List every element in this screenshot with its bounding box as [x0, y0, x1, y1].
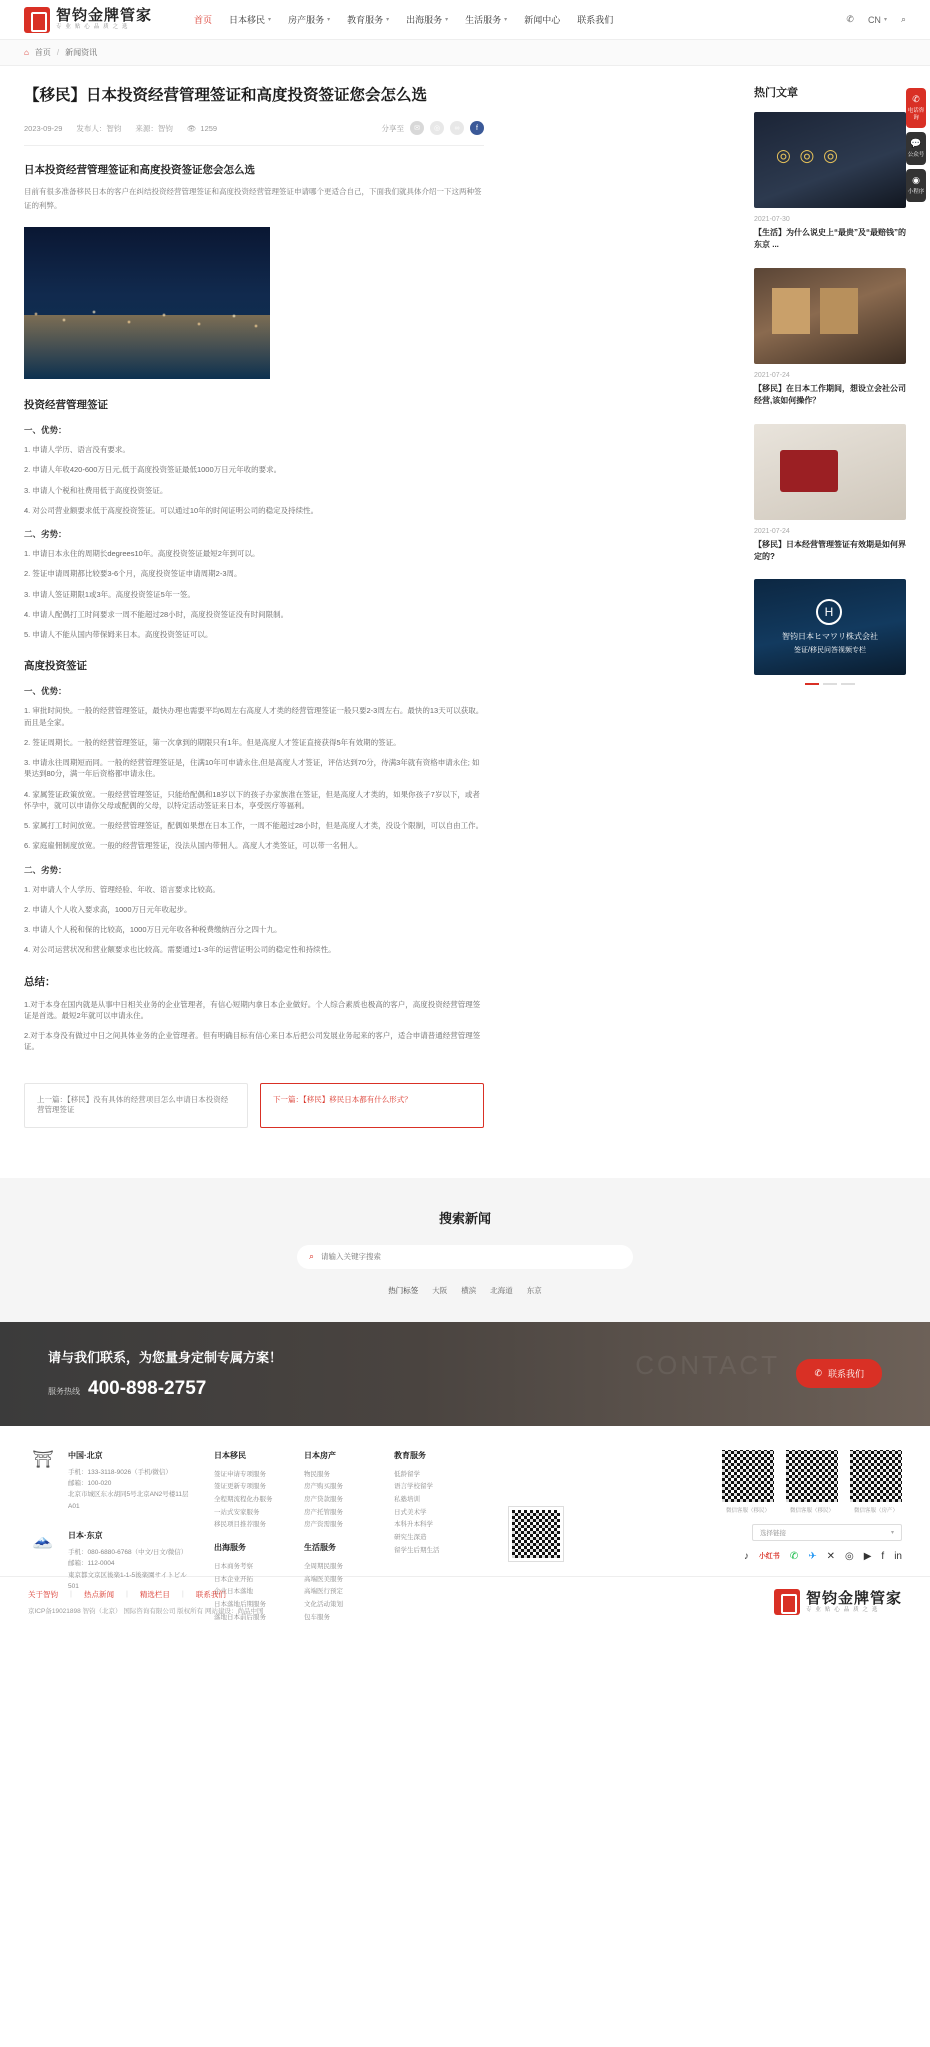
- phone-icon[interactable]: ✆: [846, 14, 854, 24]
- qr-icon: [786, 1450, 838, 1502]
- logo-icon: [774, 1589, 800, 1615]
- hotline: [48, 1378, 282, 1400]
- brand-circle-icon: H: [816, 599, 842, 625]
- footer-link[interactable]: 本科升本科学: [394, 1521, 433, 1529]
- breadcrumb-current: 新闻资讯: [65, 48, 98, 57]
- chevron-down-icon: ▾: [445, 17, 449, 23]
- footer-link[interactable]: 房产资需服务: [304, 1521, 343, 1529]
- article-column: [24, 84, 484, 1154]
- wechat-icon[interactable]: ✉: [410, 121, 424, 135]
- footer-link[interactable]: 移民项目推荐服务: [214, 1521, 266, 1529]
- article-thumbnail: [754, 112, 906, 208]
- floating-rail: [906, 88, 926, 202]
- footer-column-title: 教育服务: [394, 1450, 426, 1460]
- list-item: 6. 家庭雇佣制度放宽。一般的经营管理签证，没法从国内带佣人。高度人才类签证，可以带一名佣人。: [24, 841, 363, 851]
- list-item: 1. 审批时间快。一般的经营管理签证，最快办理也需要平均6周左右高度人才类的经营管理签证一般只要2-3周左右。最快的13天可以获取。而且是全家。: [24, 706, 484, 727]
- promo-banner[interactable]: [754, 579, 906, 685]
- contact-headline: 请与我们联系，为您量身定制专属方案！: [48, 1350, 283, 1365]
- address-line: 東京都文京区後楽1-1-5後楽園サイトビル501: [68, 1571, 187, 1591]
- instagram-icon[interactable]: ◎: [844, 1550, 854, 1562]
- article-author: 发布人：智钧: [76, 123, 122, 133]
- nav-item-immigration[interactable]: [229, 13, 271, 26]
- hotline-number: 400-898-2757: [88, 1378, 207, 1399]
- nav-label: 房产服务: [288, 15, 325, 25]
- facebook-icon[interactable]: f: [470, 121, 484, 135]
- chevron-down-icon: ▾: [883, 17, 887, 23]
- copyright: 京ICP备19021898 智钧（北京） 国际咨询有限公司 版权所有 网站建设：尚品中国: [28, 1608, 264, 1616]
- footer-link[interactable]: 日式美术学: [394, 1508, 427, 1516]
- nav-item-home[interactable]: [194, 13, 212, 26]
- phone-icon: ✆: [912, 94, 920, 104]
- next-label: 下一篇：: [273, 1094, 303, 1104]
- article-pagination: [24, 1083, 484, 1128]
- footer-link[interactable]: 低龄留学: [394, 1470, 420, 1478]
- language-label: CN: [867, 14, 881, 25]
- article-views: 👁 1259: [186, 123, 218, 133]
- list-item: 2. 申请人年收420-600万日元,低于高度投资签证最低1000万日元年收的要求。: [24, 465, 282, 475]
- next-text: 【移民】移民日本都有什么形式？: [303, 1094, 412, 1104]
- search-icon[interactable]: ⌕: [900, 14, 906, 24]
- contact-button[interactable]: [796, 1359, 882, 1388]
- address-block-japan: [28, 1530, 196, 1593]
- qr-caption: 微信客服（移民）: [725, 1507, 770, 1514]
- footer-column-title: 生活服务: [304, 1542, 336, 1552]
- footer-column-property: [304, 1450, 376, 1625]
- rail-label: 小程序: [907, 189, 925, 196]
- article-date: 2023-09-29: [24, 123, 63, 133]
- carousel-dot[interactable]: [841, 683, 855, 685]
- tag-tokyo[interactable]: 东京: [526, 1285, 542, 1295]
- footer-link[interactable]: 私塾培训: [394, 1495, 420, 1503]
- divider: |: [70, 1589, 72, 1599]
- nav-item-education[interactable]: [347, 13, 389, 26]
- rail-miniprogram-button[interactable]: [906, 169, 926, 202]
- footer-link[interactable]: 全程期流程化办服务: [214, 1495, 273, 1503]
- section-group-label: 二、劣势：: [24, 529, 67, 539]
- nav-item-news[interactable]: [524, 13, 560, 26]
- bottom-link-contact[interactable]: 联系我们: [195, 1590, 226, 1600]
- promo-thumbnail: [754, 579, 906, 675]
- footer-link[interactable]: 日本企业开拓: [214, 1575, 253, 1583]
- footer-link[interactable]: 房产托管服务: [304, 1508, 343, 1516]
- list-item: 1. 对申请人个人学历、管理经验、年收、语言要求比较高。: [24, 884, 220, 894]
- hot-articles-sidebar: [754, 84, 906, 1154]
- tiktok-icon[interactable]: ♪: [743, 1550, 749, 1562]
- chevron-down-icon: ▾: [327, 17, 331, 23]
- footer-logo-tagline: 专 业 贴 心 品 质 之 选: [805, 1606, 879, 1613]
- article-title: 【生活】为什么说史上“最贵”及“最赔钱”的东京 ...: [754, 228, 906, 250]
- bottom-link-columns[interactable]: 精选栏目: [139, 1590, 170, 1600]
- site-logo[interactable]: [24, 7, 152, 33]
- chevron-down-icon: ▾: [386, 17, 390, 23]
- hot-article-card[interactable]: [754, 268, 906, 408]
- address-line: 邮箱：100-020: [68, 1479, 112, 1487]
- chevron-down-icon: ▾: [268, 17, 272, 23]
- chevron-down-icon: ▾: [504, 17, 508, 23]
- article-hero-image: [24, 227, 270, 379]
- list-item: 3. 申请永往周期短而同。一般的经营管理签证是，住满10年可申请永住,但是高度人才签证，评估达到70分，待满3年就有资格申请永住; 如果达到80分，满一年后资格都申请永住。: [24, 758, 480, 779]
- qr-icon: [512, 1510, 560, 1558]
- qr-caption: 微信客服（房产）: [853, 1507, 898, 1514]
- facebook-icon[interactable]: f: [881, 1550, 885, 1562]
- search-icon: ⌕: [309, 1251, 315, 1261]
- language-switcher[interactable]: [868, 15, 887, 25]
- footer-link[interactable]: 签证申请专项服务: [214, 1470, 266, 1478]
- main-nav: [194, 13, 613, 26]
- address-name: 中国·北京: [68, 1450, 103, 1460]
- section-heading: 高度投资签证: [24, 660, 87, 673]
- nav-label: 新闻中心: [524, 15, 561, 25]
- footer-column-title: 日本移民: [214, 1450, 246, 1460]
- footer-link[interactable]: 一站式安家服务: [214, 1508, 260, 1516]
- bottom-links: [28, 1589, 263, 1600]
- list-item: 5. 申请人不能从国内带保姆来日本。高度投资签证可以。: [24, 630, 213, 639]
- contact-banner: [0, 1322, 930, 1426]
- share-group: [382, 121, 485, 135]
- temple-icon: ⛩: [32, 1449, 54, 1469]
- home-icon: ⌂: [24, 48, 29, 57]
- footer-link[interactable]: 落地日本前后服务: [214, 1613, 266, 1621]
- floating-qr-popup[interactable]: [508, 1506, 564, 1562]
- breadcrumb-home[interactable]: 首页: [34, 48, 51, 57]
- list-item: 2. 签证周期长。一般的经营管理签证，第一次拿到的期限只有1年。但是高度人才签证直接获得5年有效期的签证。: [24, 737, 401, 747]
- article-subtitle: 日本投资经营管理签证和高度投资签证您会怎么选: [24, 164, 255, 177]
- qr-code-item: [722, 1450, 774, 1514]
- qr-icon: [722, 1450, 774, 1502]
- youtube-icon[interactable]: ▶: [863, 1550, 872, 1562]
- weibo-icon[interactable]: ◎: [430, 121, 444, 135]
- tag-yokohama[interactable]: 横滨: [461, 1285, 477, 1295]
- prev-text: 【移民】没有具体的经营项目怎么申请日本投资经营管理签证: [37, 1094, 229, 1114]
- article-title: 【移民】日本经营管理签证有效期是如何界定的?: [754, 539, 906, 561]
- wechat-icon[interactable]: ✆: [789, 1550, 799, 1562]
- article-date: 2021-07-30: [754, 216, 790, 223]
- footer-link[interactable]: 高端医行预定: [304, 1588, 343, 1596]
- nav-item-overseas[interactable]: [406, 13, 448, 26]
- article-title: 【移民】在日本工作期间，想设立会社公司经营,该如何操作？: [754, 383, 906, 406]
- footer-column-title: 出海服务: [214, 1542, 246, 1552]
- rail-official-account-button[interactable]: [906, 132, 926, 165]
- carousel-dots[interactable]: [754, 683, 906, 685]
- section-list: [24, 548, 484, 640]
- section-list: [24, 705, 484, 851]
- list-item: 3. 申请人个税和社费用低于高度投资签证。: [24, 485, 168, 495]
- section-group-label: 一、优势：: [24, 425, 67, 435]
- prev-label: 上一篇：: [37, 1094, 67, 1104]
- article-date: 2021-07-24: [754, 527, 790, 535]
- article-date: 2021-07-24: [754, 371, 790, 379]
- select-value: 选择链接: [760, 1529, 786, 1537]
- footer-logo-name: 智钧金牌管家: [805, 1589, 902, 1607]
- nav-label: 日本移民: [229, 15, 266, 25]
- views-count: 1259: [200, 123, 218, 133]
- nav-label: 首页: [194, 15, 213, 25]
- prev-article-link[interactable]: [24, 1083, 248, 1128]
- footer-link[interactable]: 高端医美服务: [304, 1575, 343, 1583]
- section-list: [24, 999, 484, 1053]
- search-input[interactable]: [321, 1252, 621, 1261]
- article-source: 来源：智钧: [135, 123, 173, 133]
- site-header: [0, 0, 930, 40]
- footer-logo: [774, 1589, 902, 1615]
- search-title: 搜索新闻: [438, 1210, 491, 1226]
- section-heading: 总结：: [24, 975, 56, 988]
- nav-label: 联系我们: [577, 15, 614, 25]
- breadcrumb-separator: /: [56, 48, 60, 57]
- section-heading: 投资经营管理签证: [24, 399, 108, 411]
- address-line: 北京市城区东水胡同5号北京AN2号楼11层A01: [68, 1491, 189, 1510]
- header-utilities: [846, 14, 906, 25]
- qr-code-item: [850, 1450, 902, 1514]
- linkedin-icon[interactable]: in: [894, 1550, 902, 1562]
- page-title: 【移民】日本投资经营管理签证和高度投资签证您会怎么选: [24, 87, 428, 104]
- footer-link[interactable]: 日本商务考察: [214, 1562, 253, 1570]
- next-article-link[interactable]: [260, 1083, 484, 1128]
- bottom-link-about[interactable]: 关于智钧: [28, 1590, 58, 1600]
- footer-link[interactable]: 房产贷款服务: [304, 1495, 343, 1503]
- footer-link[interactable]: 语言学校留学: [394, 1483, 433, 1491]
- breadcrumb: [0, 40, 930, 66]
- qr-icon: ◉: [912, 175, 920, 186]
- nav-item-life[interactable]: [465, 13, 507, 26]
- qr-code-item: [786, 1450, 838, 1514]
- fuji-icon: 🗻: [32, 1530, 54, 1549]
- rail-label: 公众号: [907, 152, 925, 159]
- x-icon[interactable]: ✕: [826, 1550, 835, 1562]
- article-meta: [24, 121, 484, 146]
- footer-link[interactable]: 房产购买服务: [304, 1483, 343, 1491]
- nav-item-contact[interactable]: [577, 13, 613, 26]
- article-thumbnail: [754, 268, 906, 364]
- footer-link[interactable]: 研究生深造: [394, 1533, 427, 1541]
- content-wrapper: [0, 66, 930, 1154]
- nav-item-property[interactable]: [288, 13, 330, 26]
- tag-osaka[interactable]: 大阪: [432, 1285, 448, 1295]
- address-line: 邮箱：112-0004: [68, 1560, 115, 1568]
- list-item: 5. 家属打工时间放宽。一般经营管理签证，配偶如果想在日本工作，一周不能超过28小时，但是高度人才类，没设个限制，可以自由工作。: [24, 821, 484, 830]
- friend-link-select[interactable]: [752, 1524, 902, 1541]
- sidebar-title: 热门文章: [754, 87, 798, 99]
- footer-link[interactable]: 文化活动策划: [304, 1600, 343, 1608]
- logo-tagline: 专 业 贴 心 品 质 之 选: [56, 24, 129, 31]
- list-item: 3. 申请人个人税和保的比较高，1000万日元年收各种税费缴纳百分之四十九。: [24, 925, 282, 934]
- list-item: 4. 对公司营业额要求低于高度投资签证。可以通过10年的时间证明公司的稳定及持续性。: [24, 505, 319, 515]
- section-list: [24, 444, 484, 516]
- hot-article-card[interactable]: [754, 424, 906, 564]
- article-lead: 目前有很多准备移民日本的客户在纠结投资经营管理签证和高度投资经营管理签证申请哪个更适合自己，下面我们就具体介绍一下这两种签证的利弊。: [24, 187, 482, 211]
- promo-line-1: 智钧日本ヒマワリ株式会社: [782, 632, 878, 642]
- list-item: 1. 申请日本永住的周期长degrees10年。高度投资签证最短2年到可以。: [24, 549, 260, 558]
- nav-label: 生活服务: [465, 15, 502, 25]
- footer-link[interactable]: 物民服务: [304, 1470, 330, 1478]
- address-line: 手机：080-6880-6768（中文/日文/微信）: [68, 1549, 188, 1556]
- article-thumbnail: [754, 424, 906, 520]
- hot-article-card[interactable]: [754, 112, 906, 252]
- logo-name: 智钧金牌管家: [56, 7, 153, 25]
- share-label: 分享至: [381, 123, 404, 133]
- hot-tags: [0, 1285, 930, 1296]
- footer-link[interactable]: 企业日本落地: [214, 1588, 253, 1596]
- hotline-label: 服务热线: [48, 1387, 80, 1396]
- divider: |: [181, 1589, 184, 1599]
- address-line: 手机：133-3118-9026（手机/微信）: [68, 1468, 172, 1476]
- logo-icon: [24, 7, 50, 33]
- news-search-section: [0, 1178, 930, 1322]
- rail-label: 电话咨询: [907, 108, 925, 122]
- list-item: 1.对于本身在国内就是从事中日相关业务的企业管理者，有信心短期内拿日本企业做好。个人综合素质也极高的客户，高度投资经营管理签证是首选。最短2年就可以申请永住。: [24, 999, 481, 1020]
- address-block-china: [28, 1450, 196, 1513]
- list-item: 2. 签证申请周期都比较要3-6个月，高度投资签证申请周期2-3周。: [24, 569, 242, 579]
- divider: |: [125, 1589, 128, 1599]
- list-item: 4. 家属签证政策放宽。一般经营管理签证，只能给配偶和18岁以下的孩子办家族准在签证，但是高度人才类的，如果你孩子7岁以下，或者怀孕中，就可以申请你父母或配偶的父母，以特定活动签证来日本，享受医疗等福利。: [24, 789, 480, 810]
- carousel-dot[interactable]: [805, 683, 819, 685]
- qr-caption: 微信客服（移民）: [789, 1507, 834, 1514]
- list-item: 3. 申请人签证期限1或3年。高度投资签证5年一签。: [24, 589, 195, 599]
- rail-phone-button[interactable]: [906, 88, 926, 128]
- hot-tags-label: 热门标签: [388, 1285, 419, 1295]
- carousel-dot[interactable]: [823, 683, 837, 685]
- footer-link[interactable]: 签证更新专项服务: [214, 1483, 266, 1491]
- list-item: 2. 申请人个人收入要求高，1000万日元年收起步。: [24, 904, 192, 914]
- promo-line-2: 签证/移民问答视频专栏: [794, 647, 866, 655]
- qr-icon: [850, 1450, 902, 1502]
- tag-hokkaido[interactable]: 北海道: [490, 1285, 513, 1295]
- footer-link[interactable]: 包车服务: [304, 1613, 330, 1621]
- link-icon[interactable]: ∞: [450, 121, 464, 135]
- footer-column-title: 日本房产: [304, 1450, 336, 1460]
- nav-label: 出海服务: [406, 15, 443, 25]
- section-list: [24, 884, 484, 956]
- footer-link[interactable]: 留学生后期生活: [394, 1546, 440, 1554]
- social-icons: [722, 1551, 902, 1562]
- footer-column-education: [394, 1450, 466, 1625]
- list-item: 4. 申请人配偶打工时间要求一周不能超过28小时，高度投资签证没有时间限制。: [24, 609, 289, 619]
- chat-icon: 💬: [910, 138, 922, 148]
- address-name: 日本·东京: [68, 1531, 103, 1540]
- list-item: 2.对于本身没有做过中日之间具体业务的企业管理者。但有明确目标有信心来日本后把公司发展业务起来的客户，适合申请普通经营管理签证。: [24, 1031, 481, 1052]
- contact-button-label: 联系我们: [827, 1369, 864, 1379]
- nav-label: 教育服务: [347, 15, 384, 25]
- chevron-down-icon: ▾: [890, 1529, 894, 1536]
- xiaohongshu-label[interactable]: 小红书: [758, 1553, 780, 1560]
- footer-link[interactable]: 全周期民服务: [304, 1562, 343, 1570]
- phone-icon: ✆: [814, 1368, 822, 1378]
- bottom-link-news[interactable]: 热点新闻: [83, 1590, 114, 1600]
- section-group-label: 二、劣势：: [24, 864, 67, 875]
- search-bar[interactable]: [297, 1245, 633, 1269]
- list-item: 1. 申请人学历、语言没有要求。: [24, 445, 130, 454]
- section-group-label: 一、优势：: [24, 686, 67, 697]
- footer-link[interactable]: 日本落地后期服务: [214, 1600, 266, 1608]
- telegram-icon[interactable]: ✈: [808, 1550, 817, 1562]
- list-item: 4. 对公司运营状况和营业额要求也比较高。需要通过1-3年的运营证明公司的稳定性和持续性。: [24, 945, 336, 955]
